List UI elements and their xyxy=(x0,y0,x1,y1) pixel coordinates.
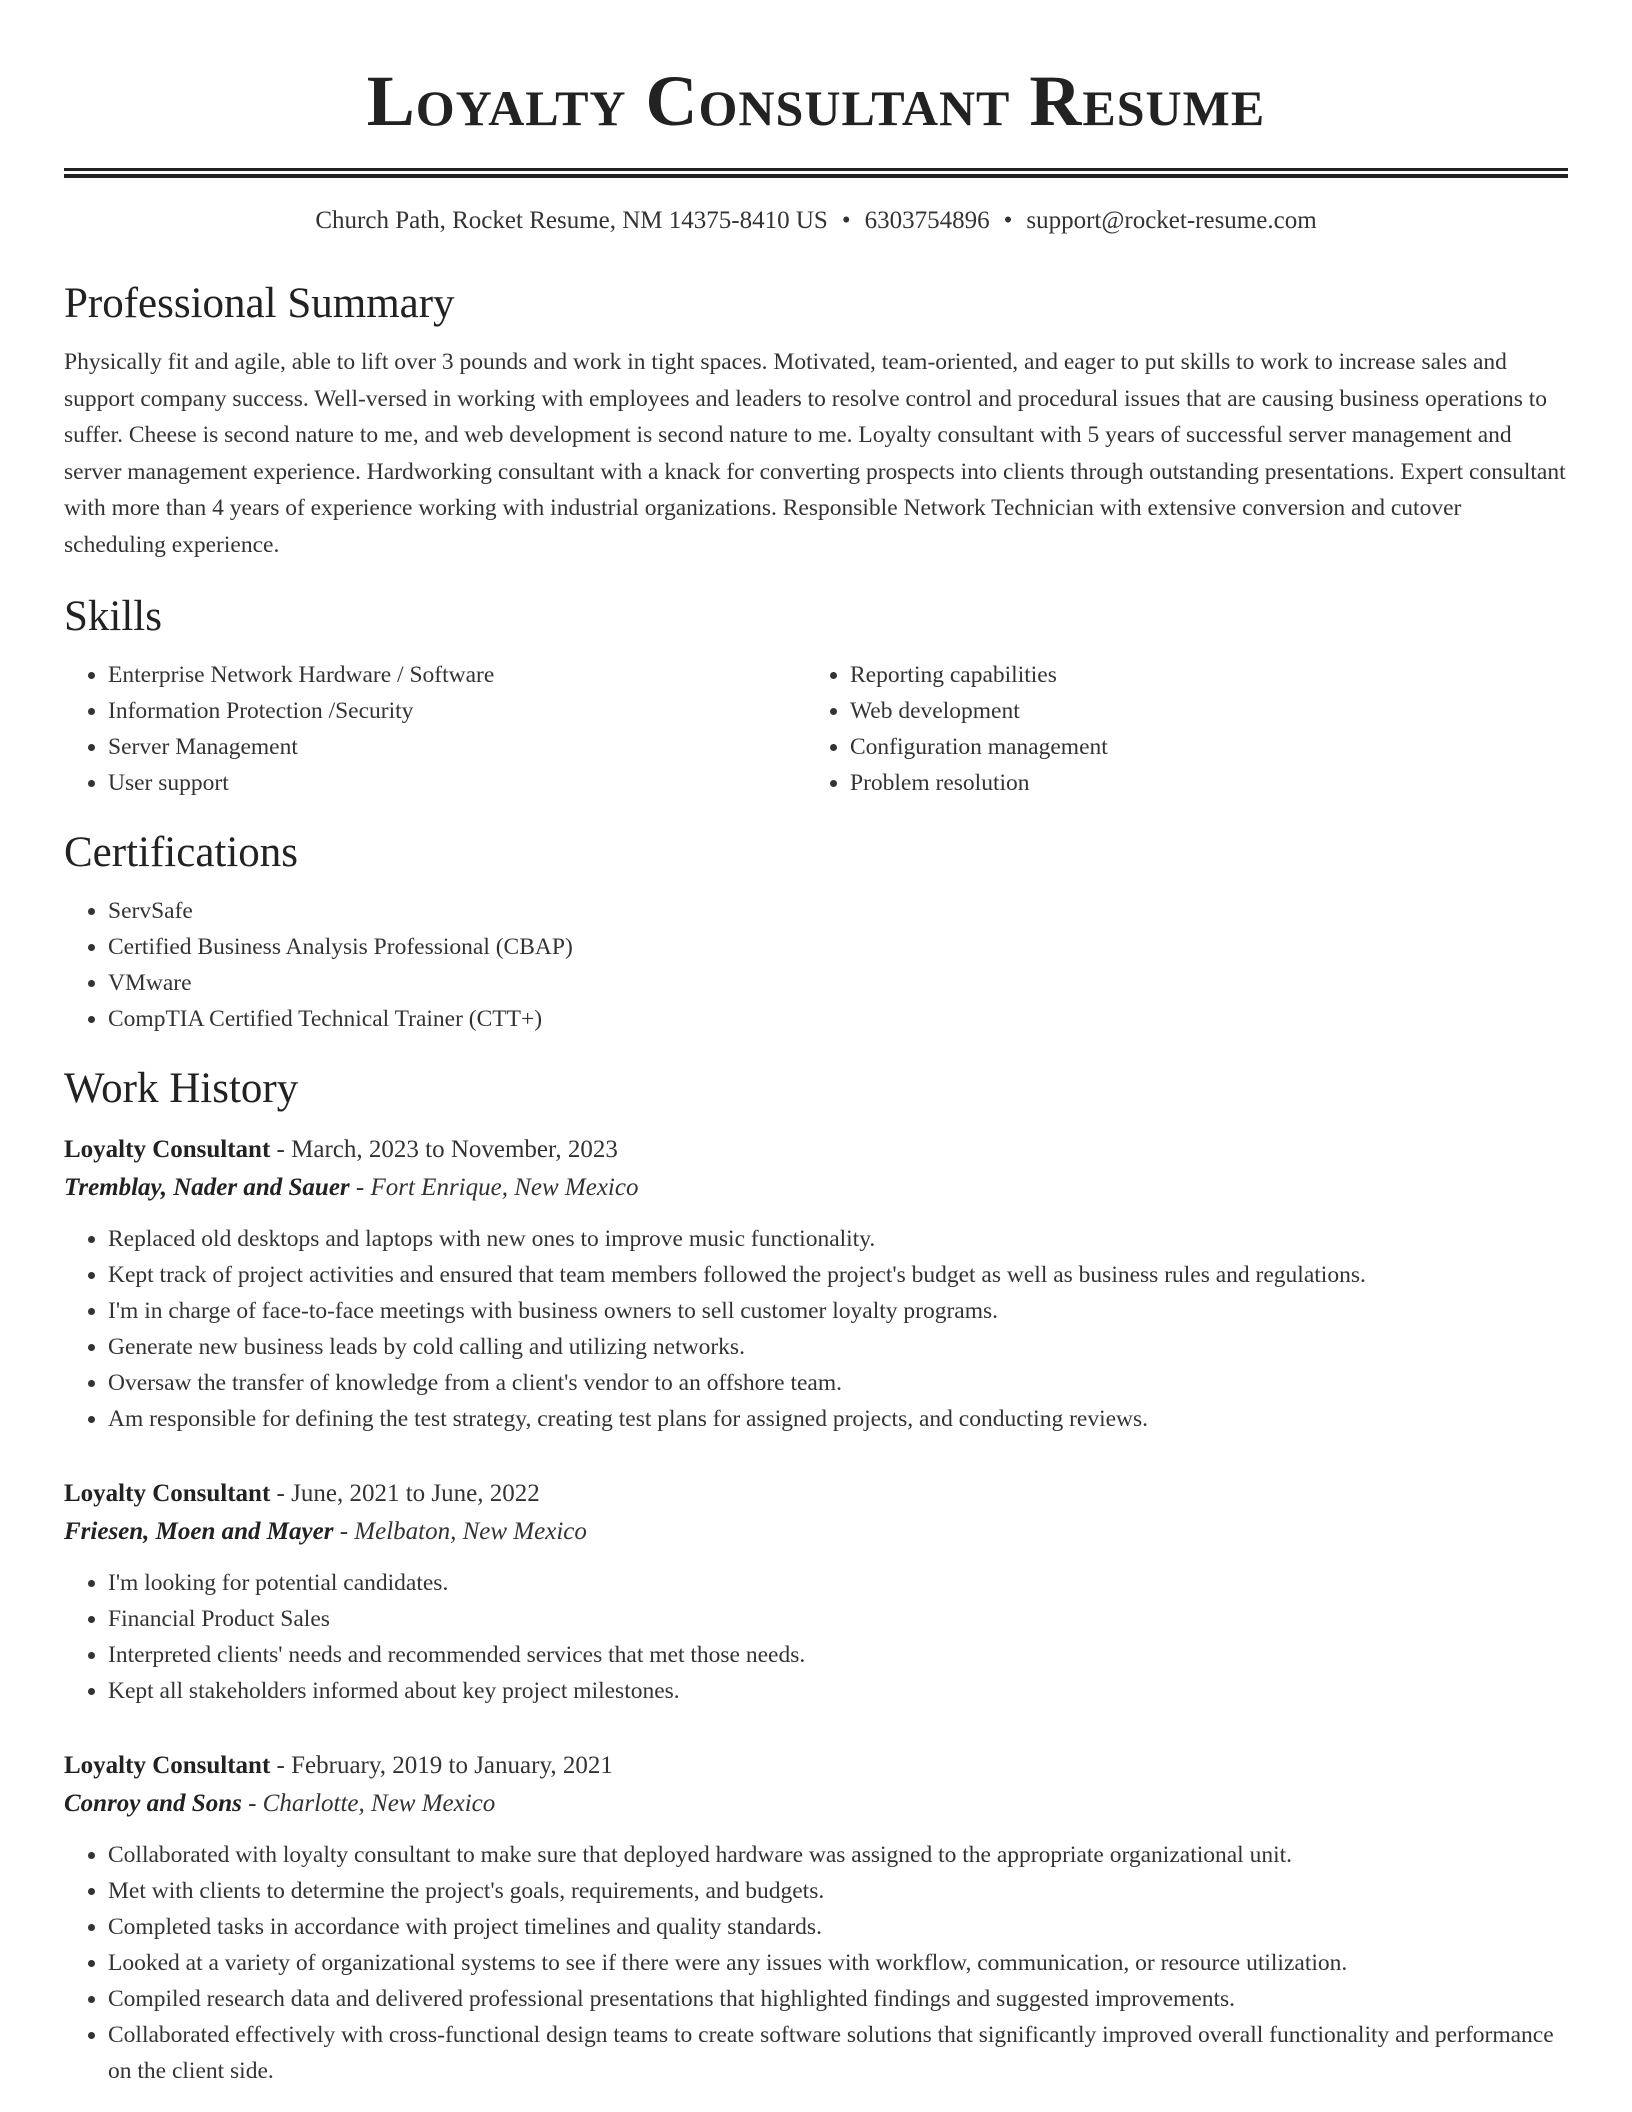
skill-item: • Web development xyxy=(850,693,1548,729)
job-bullet: • Met with clients to determine the project's goals, requirements, and budgets. xyxy=(108,1873,1568,1909)
summary-text: Physically fit and agile, able to lift over 3 pounds and work in tight spaces. Motivated, team-oriented, and eager to put skills to work to increase sales and support company success. Well-versed in working with employees and leaders to resolve control and procedural issues that are causing business operations to suffer. Cheese is second nature to me, and web development is second nature to me. Loyalty consultant with 5 years of successful server management and server management experience. Hardworking consultant with a knack for converting prospects into clients through outstanding presentations. Expert consultant with more than 4 years of experience working with industrial organizations. Responsible Network Technician with extensive conversion and cutover scheduling experience. xyxy=(64,349,1566,558)
contact-email: support@rocket-resume.com xyxy=(1026,207,1317,234)
job-company: Tremblay, Nader and Sauer xyxy=(64,1174,350,1201)
job-role: Loyalty Consultant xyxy=(64,1480,271,1507)
certification-item: • ServSafe xyxy=(108,893,1568,929)
job-bullet: • Generate new business leads by cold calling and utilizing networks. xyxy=(108,1329,1568,1365)
job-bullet: • Kept all stakeholders informed about key project milestones. xyxy=(108,1673,1568,1709)
job-dates: - June, 2021 to June, 2022 xyxy=(270,1480,540,1507)
contact-line xyxy=(64,204,1568,238)
job-role: Loyalty Consultant xyxy=(64,1136,271,1163)
skills-columns xyxy=(64,657,1568,801)
skill-item: • Information Protection /Security xyxy=(108,693,806,729)
skills-list-left xyxy=(64,657,806,801)
job-entry xyxy=(64,1747,1568,2089)
job-location: - Melbaton, New Mexico xyxy=(333,1518,587,1545)
skill-item: • Configuration management xyxy=(850,729,1548,765)
certifications-heading: Certifications xyxy=(64,829,299,876)
job-bullet: • Am responsible for defining the test strategy, creating test plans for assigned projects, and conducting reviews. xyxy=(108,1401,1568,1437)
skill-item: • Problem resolution xyxy=(850,765,1548,801)
job-header xyxy=(64,1747,1568,1785)
skills-heading: Skills xyxy=(64,593,162,640)
job-location: - Fort Enrique, New Mexico xyxy=(349,1174,639,1201)
job-bullet: • Collaborated effectively with cross-functional design teams to create software solutions that significantly improved overall functionality and performance on the client side. xyxy=(108,2017,1568,2089)
job-header xyxy=(64,1131,1568,1169)
job-bullets xyxy=(64,1221,1568,1437)
certifications-list xyxy=(64,893,1568,1037)
certification-item: • Certified Business Analysis Professional (CBAP) xyxy=(108,929,1568,965)
job-bullet: • Replaced old desktops and laptops with new ones to improve music functionality. xyxy=(108,1221,1568,1257)
job-bullet: • Looked at a variety of organizational systems to see if there were any issues with workflow, communication, or resource utilization. xyxy=(108,1945,1568,1981)
skill-item: • Server Management xyxy=(108,729,806,765)
job-bullet: • I'm in charge of face-to-face meetings with business owners to sell customer loyalty programs. xyxy=(108,1293,1568,1329)
contact-separator: • xyxy=(841,207,851,234)
job-location: - Charlotte, New Mexico xyxy=(241,1790,496,1817)
certification-item: • CompTIA Certified Technical Trainer (CTT+) xyxy=(108,1001,1568,1037)
job-bullet: • I'm looking for potential candidates. xyxy=(108,1565,1568,1601)
job-header xyxy=(64,1475,1568,1513)
certification-item: • VMware xyxy=(108,965,1568,1001)
job-company-line xyxy=(64,1513,1568,1551)
job-bullets xyxy=(64,1565,1568,1709)
contact-address: Church Path, Rocket Resume, NM 14375-8410 US xyxy=(315,207,828,234)
job-bullet: • Collaborated with loyalty consultant to make sure that deployed hardware was assigned to the appropriate organizational unit. xyxy=(108,1837,1568,1873)
title-double-rule xyxy=(64,168,1568,178)
job-entry xyxy=(64,1475,1568,1709)
job-dates: - March, 2023 to November, 2023 xyxy=(270,1136,618,1163)
job-company: Friesen, Moen and Mayer xyxy=(64,1518,334,1545)
contact-separator: • xyxy=(1003,207,1013,234)
work-history-heading: Work History xyxy=(64,1065,299,1112)
job-bullet: • Completed tasks in accordance with project timelines and quality standards. xyxy=(108,1909,1568,1945)
job-bullet: • Financial Product Sales xyxy=(108,1601,1568,1637)
job-bullet: • Interpreted clients' needs and recommended services that met those needs. xyxy=(108,1637,1568,1673)
skills-list-right xyxy=(806,657,1548,801)
skill-item: • Reporting capabilities xyxy=(850,657,1548,693)
summary-heading: Professional Summary xyxy=(64,280,455,327)
contact-phone: 6303754896 xyxy=(864,207,990,234)
job-role: Loyalty Consultant xyxy=(64,1752,271,1779)
resume-page xyxy=(64,0,1568,2089)
job-company-line xyxy=(64,1169,1568,1207)
job-company: Conroy and Sons xyxy=(64,1790,242,1817)
job-bullets xyxy=(64,1837,1568,2089)
job-bullet: • Kept track of project activities and ensured that team members followed the project's budget as well as business rules and regulations. xyxy=(108,1257,1568,1293)
skill-item: • User support xyxy=(108,765,806,801)
resume-title: Loyalty Consultant Resume xyxy=(366,61,1266,141)
skill-item: • Enterprise Network Hardware / Software xyxy=(108,657,806,693)
job-entry xyxy=(64,1131,1568,1437)
job-bullet: • Oversaw the transfer of knowledge from a client's vendor to an offshore team. xyxy=(108,1365,1568,1401)
job-dates: - February, 2019 to January, 2021 xyxy=(270,1752,613,1779)
job-bullet: • Compiled research data and delivered professional presentations that highlighted findings and suggested improvements. xyxy=(108,1981,1568,2017)
job-company-line xyxy=(64,1785,1568,1823)
